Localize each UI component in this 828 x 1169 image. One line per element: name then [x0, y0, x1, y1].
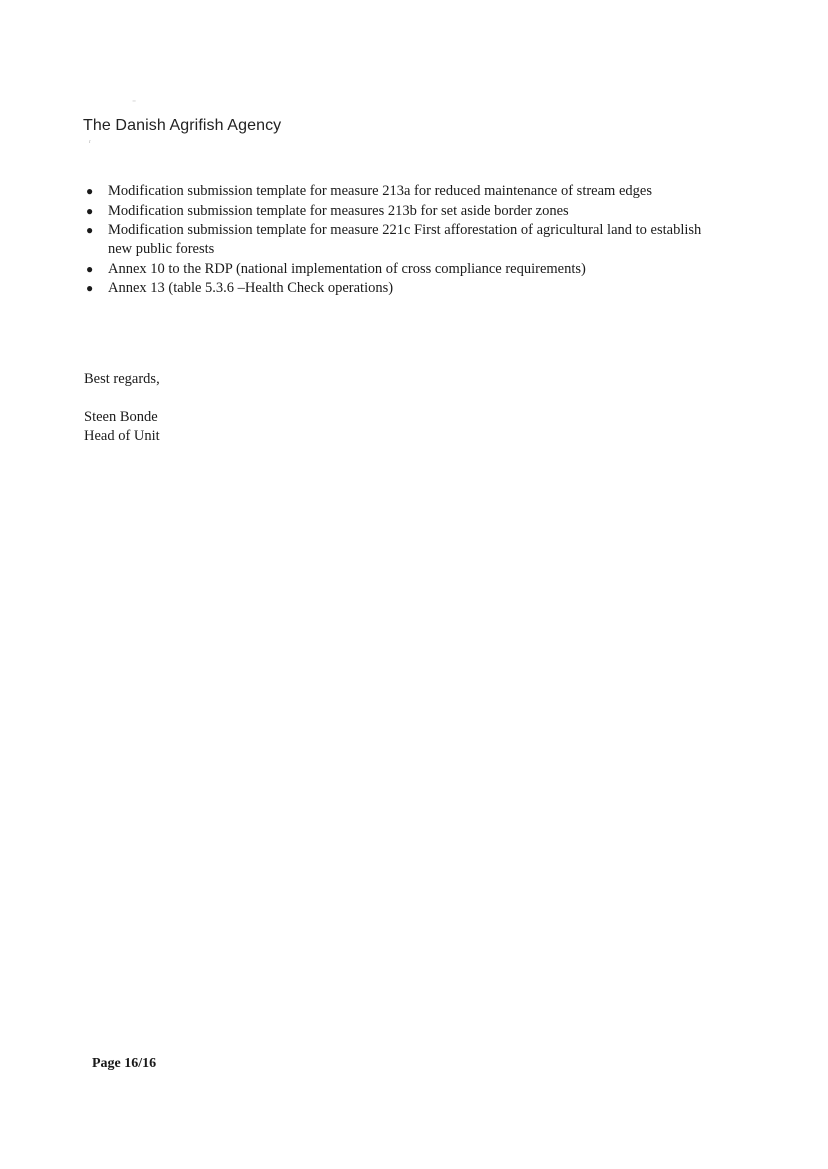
- bullet-icon: ●: [86, 203, 94, 218]
- list-item: [84, 202, 724, 221]
- signer-name: Steen Bonde: [84, 409, 158, 425]
- attachment-text: Annex 10 to the RDP (national implementation of cross compliance requirements): [108, 260, 586, 277]
- scan-speck: ʳ: [89, 138, 91, 147]
- signature-block: [84, 408, 160, 446]
- bullet-icon: ●: [86, 184, 94, 198]
- bullet-icon: ●: [86, 281, 94, 295]
- bullet-icon: ●: [86, 261, 94, 276]
- attachment-text: Modification submission template for measure 221c First afforestation of agricultural land to establish new public forests: [108, 222, 702, 257]
- signer-title: Head of Unit: [84, 428, 160, 444]
- bullet-icon: ●: [86, 223, 94, 237]
- list-item: [84, 260, 724, 279]
- list-item: [84, 279, 724, 298]
- agency-name: The Danish Agrifish Agency: [83, 117, 282, 134]
- attachment-text: Annex 13 (table 5.3.6 –Health Check operations): [108, 280, 394, 296]
- list-item: [84, 221, 724, 259]
- page-number: Page 16/16: [92, 1056, 157, 1071]
- list-item: [84, 182, 724, 201]
- attachment-list: [84, 182, 724, 299]
- scan-speck: ⁻: [132, 98, 137, 107]
- closing-salutation: Best regards,: [84, 371, 160, 387]
- attachment-text: Modification submission template for measure 213a for reduced maintenance of stream edges: [108, 183, 652, 199]
- attachment-text: Modification submission template for measures 213b for set aside border zones: [108, 202, 569, 219]
